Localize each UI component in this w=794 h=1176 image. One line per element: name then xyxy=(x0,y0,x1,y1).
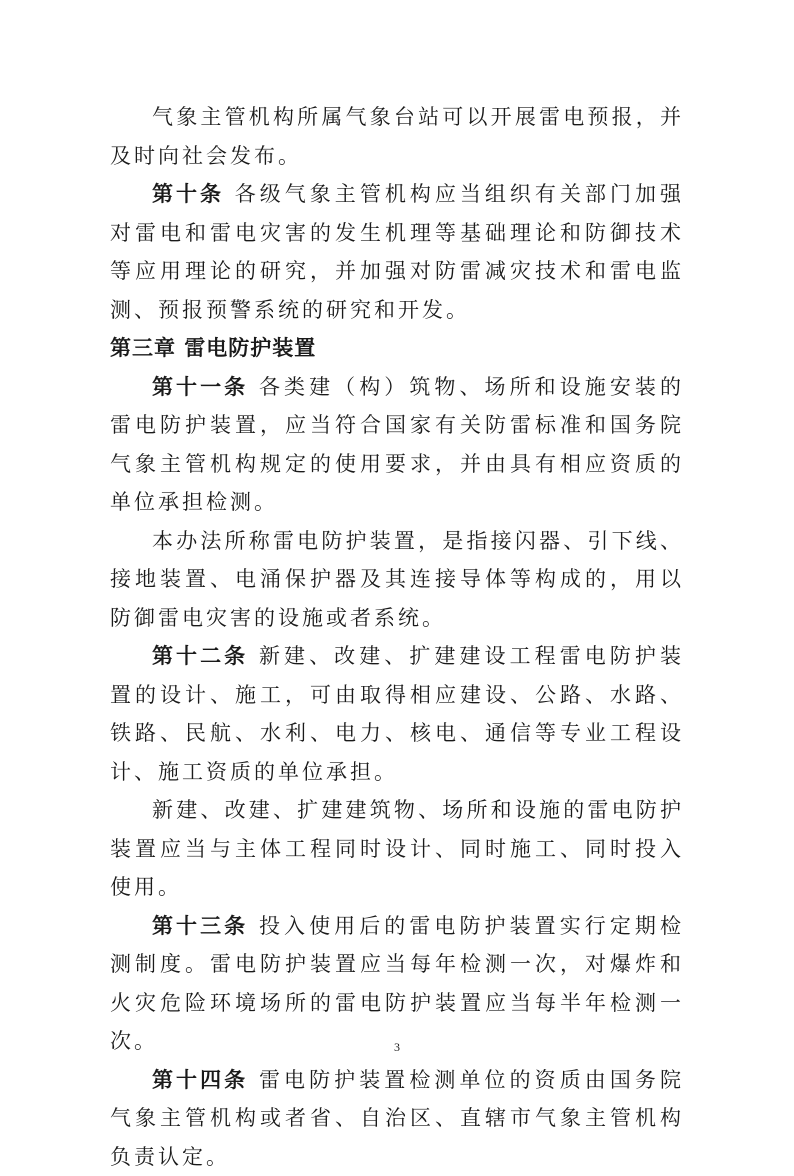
article-paragraph xyxy=(110,1061,684,1176)
article-label: 第十一条 xyxy=(152,375,248,399)
chapter-heading: 第三章 雷电防护装置 xyxy=(110,329,684,368)
article-paragraph xyxy=(110,368,684,522)
article-paragraph xyxy=(110,175,684,329)
paragraph-text: 气象主管机构所属气象台站可以开展雷电预报，并及时向社会发布。 xyxy=(110,105,684,168)
paragraph xyxy=(110,791,684,907)
paragraph-text: 各类建（构）筑物、场所和设施安装的雷电防护装置，应当符合国家有关防雷标准和国务院气象主管机构规定的使用要求，并由具有相应资质的单位承担检测。 xyxy=(110,375,684,515)
article-paragraph xyxy=(110,637,684,791)
paragraph-text: 各级气象主管机构应当组织有关部门加强对雷电和雷电灾害的发生机理等基础理论和防御技术等应用理论的研究，并加强对防雷减灾技术和雷电监测、预报预警系统的研究和开发。 xyxy=(110,182,684,322)
paragraph-text: 新建、改建、扩建建筑物、场所和设施的雷电防护装置应当与主体工程同时设计、同时施工、同时投入使用。 xyxy=(110,798,684,899)
paragraph-text: 新建、改建、扩建建设工程雷电防护装置的设计、施工，可由取得相应建设、公路、水路、铁路、民航、水利、电力、核电、通信等专业工程设计、施工资质的单位承担。 xyxy=(110,644,684,784)
article-paragraph xyxy=(110,907,684,1061)
article-label: 第十条 xyxy=(152,182,224,206)
paragraph-text: 雷电防护装置检测单位的资质由国务院气象主管机构或者省、自治区、直辖市气象主管机构负责认定。 xyxy=(110,1068,684,1169)
paragraph xyxy=(110,98,684,175)
document-body xyxy=(110,98,684,1176)
article-label: 第十三条 xyxy=(152,914,248,938)
article-label: 第十二条 xyxy=(152,644,248,668)
page-number: 3 xyxy=(0,1040,794,1055)
paragraph-text: 本办法所称雷电防护装置，是指接闪器、引下线、接地装置、电涌保护器及其连接导体等构成的，用以防御雷电灾害的设施或者系统。 xyxy=(110,529,684,630)
paragraph xyxy=(110,522,684,638)
article-label: 第十四条 xyxy=(152,1068,248,1092)
paragraph-text: 投入使用后的雷电防护装置实行定期检测制度。雷电防护装置应当每年检测一次，对爆炸和火灾危险环境场所的雷电防护装置应当每半年检测一次。 xyxy=(110,914,684,1054)
